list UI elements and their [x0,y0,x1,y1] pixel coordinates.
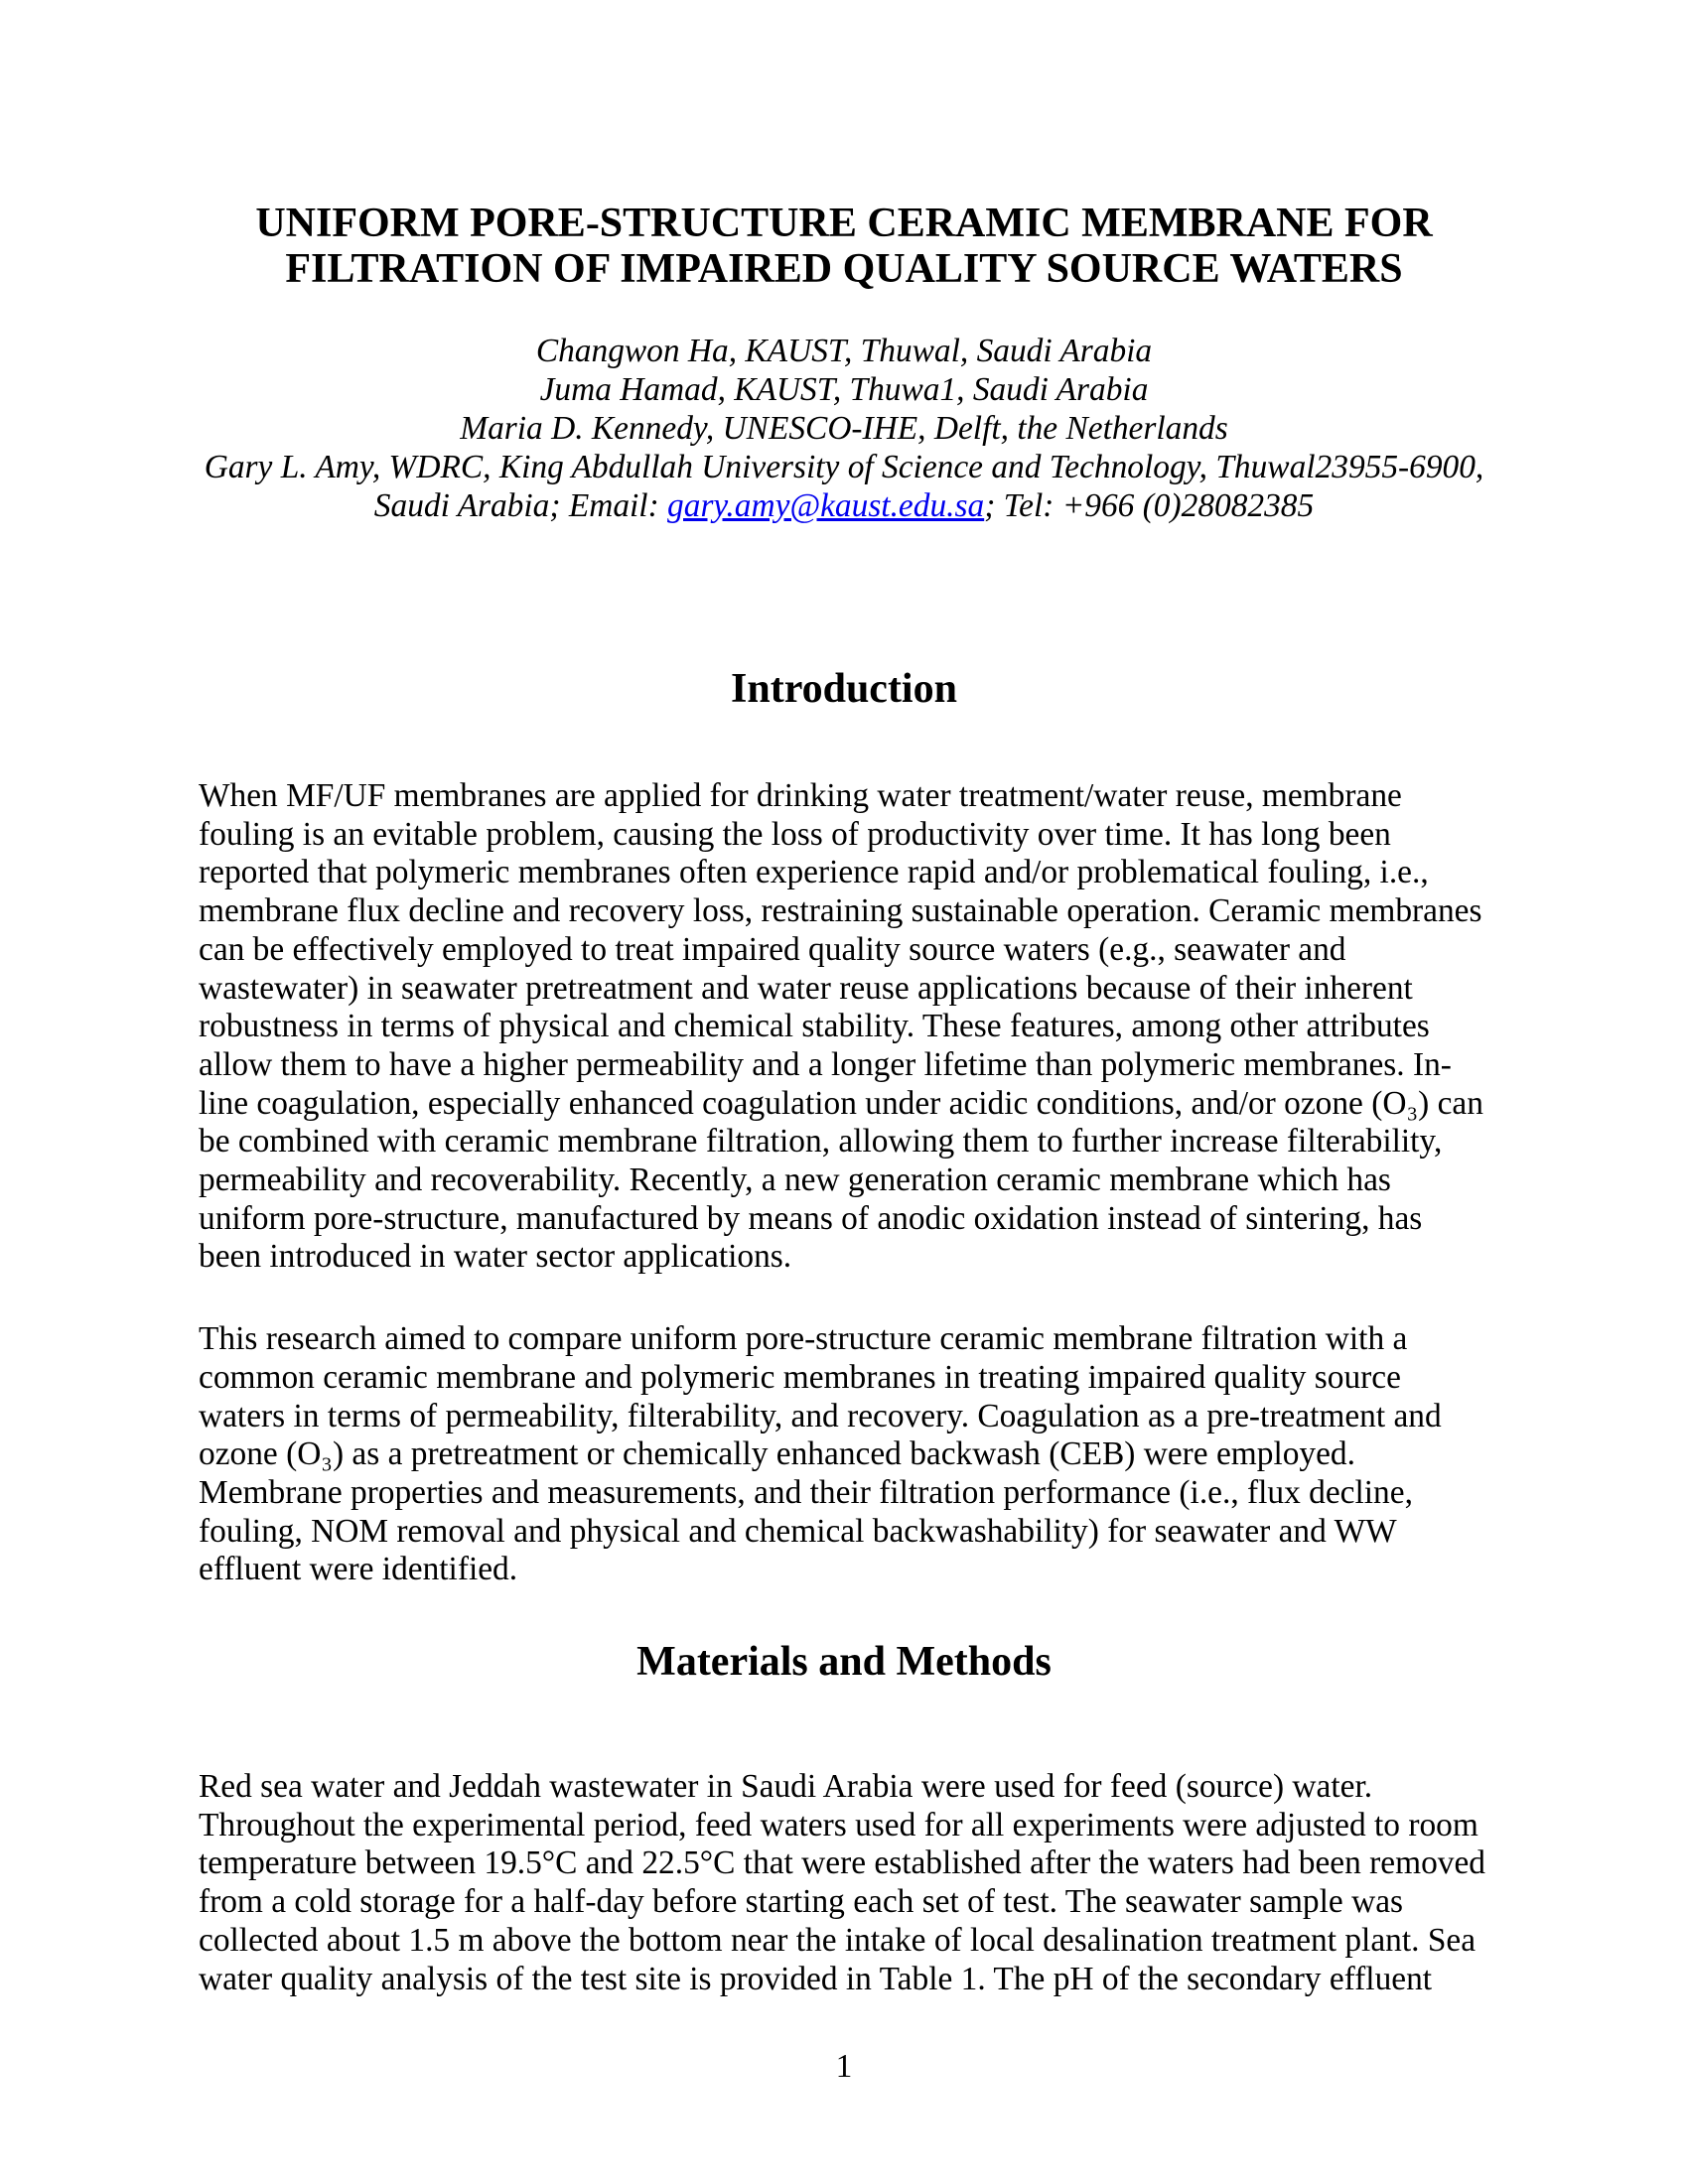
author-line-2: Juma Hamad, KAUST, Thuwa1, Saudi Arabia [539,371,1149,408]
introduction-paragraph-1: When MF/UF membranes are applied for drinking water treatment/water reuse, membrane fouling is an evitable problem, causing the loss of productivity over time. It has long been reported that polymeric membranes often experience rapid and/or problematical fouling, i.e., membrane flux decline and recovery loss, restraining sustainable operation. Ceramic membranes can be effectively employed to treat impaired quality source waters (e.g., seawater and wastewater) in seawater pretreatment and water reuse applications because of their inherent robustness in terms of physical and chemical stability. These features, among other attributes allow them to have a higher permeability and a longer lifetime than polymeric membranes. In-line coagulation, especially enhanced coagulation under acidic conditions, and/or ozone (O₃) can be combined with ceramic membrane filtration, allowing them to further increase filterability, permeability and recoverability. Recently, a new generation ceramic membrane which has uniform pore-structure, manufactured by means of anodic oxidation instead of sintering, has been introduced in water sector applications. [199,777,1483,1276]
section-heading-introduction: Introduction [731,666,957,712]
paper-title-line-2: FILTRATION OF IMPAIRED QUALITY SOURCE WATERS [285,246,1403,292]
author-line-4: Gary L. Amy, WDRC, King Abdullah University of Science and Technology, Thuwal23955-6900, [204,449,1484,485]
email-link[interactable]: gary.amy@kaust.edu.sa [667,487,985,524]
page-number: 1 [835,2048,853,2085]
introduction-paragraph-2: This research aimed to compare uniform pore-structure ceramic membrane filtration with a common ceramic membrane and polymeric membranes in treating impaired quality source waters in terms of permeability, filterability, and recovery. Coagulation as a pre-treatment and ozone (O₃) as a pretreatment or chemically enhanced backwash (CEB) were employed. Membrane properties and measurements, and their filtration performance (i.e., flux decline, fouling, NOM removal and physical and chemical backwashability) for seawater and WW effluent were identified. [199,1320,1442,1588]
author-block [199,332,1489,525]
paper-title-line-1: UNIFORM PORE-STRUCTURE CERAMIC MEMBRANE FOR [255,201,1433,246]
paper-title [199,201,1489,292]
author-line-3: Maria D. Kennedy, UNESCO-IHE, Delft, the Netherlands [460,410,1228,447]
author-line-1: Changwon Ha, KAUST, Thuwal, Saudi Arabia [535,333,1153,369]
materials-paragraph-1: Red sea water and Jeddah wastewater in Saudi Arabia were used for feed (source) water. Throughout the experimental period, feed waters used for all experiments were adjusted to room temperature between 19.5°C and 22.5°C that were established after the waters had been removed from a cold storage for a half-day before starting each set of test. The seawater sample was collected about 1.5 m above the bottom near the intake of local desalination treatment plant. Sea water quality analysis of the test site is provided in Table 1. The pH of the secondary effluent [199,1768,1485,1997]
section-heading-materials-and-methods: Materials and Methods [636,1639,1052,1686]
author-line-5 [199,486,1489,525]
author-line-5-prefix: Saudi Arabia; Email: [373,487,668,524]
author-line-5-suffix: ; Tel: +966 (0)28082385 [984,487,1315,524]
